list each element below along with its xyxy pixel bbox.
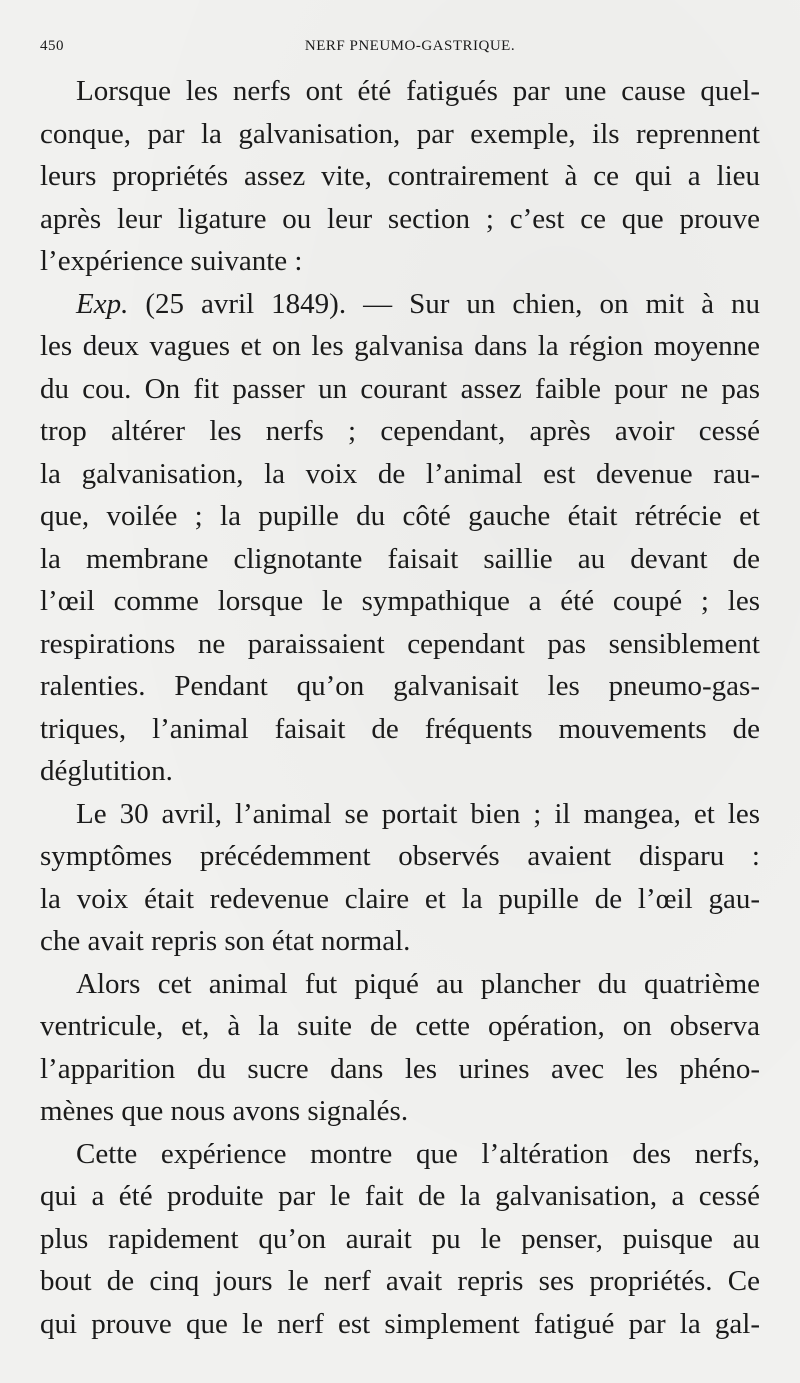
text-line: après leur ligature ou leur section ; c’est ce que prouve [40, 202, 760, 235]
text-line: leurs propriétés assez vite, contrairement à ce qui a lieu [40, 160, 760, 192]
text-line: Alors cet animal fut piqué au plancher du quatrième [76, 967, 760, 1000]
text-line: symptômes précédemment observés avaient disparu : [40, 840, 760, 872]
text-line: l’apparition du sucre dans les urines avec les phéno- [40, 1052, 760, 1085]
text-line: que, voilée ; la pupille du côté gauche était rétrécie et [40, 500, 760, 532]
text-line-rest: (25 avril 1849). — Sur un chien, on mit à nu [145, 287, 761, 320]
text-line: plus rapidement qu’on aurait pu le penser, puisque au [40, 1222, 760, 1255]
text-line: qui a été produite par le fait de la galvanisation, a cessé [40, 1180, 760, 1212]
text-line: triques, l’animal faisait de fréquents mouvements de [40, 712, 760, 745]
text-line: che avait repris son état normal. [40, 925, 411, 957]
experiment-line [40, 283, 760, 326]
text-line: l’expérience suivante : [40, 245, 303, 277]
text-line: trop altérer les nerfs ; cependant, après avoir cessé [40, 415, 760, 447]
text-line: l’œil comme lorsque le sympathique a été coupé ; les [40, 585, 760, 617]
text-line: Lorsque les nerfs ont été fatigués par une cause quel- [76, 75, 760, 107]
experiment-label: Exp. [76, 287, 129, 320]
text-line: les deux vagues et on les galvanisa dans la région moyenne [40, 330, 760, 362]
text-line: la membrane clignotante faisait saillie au devant de [40, 542, 760, 575]
text-line: ralenties. Pendant qu’on galvanisait les pneumo-gas- [40, 670, 760, 702]
text-line: déglutition. [40, 755, 173, 787]
text-line: ventricule, et, à la suite de cette opération, on observa [40, 1010, 760, 1042]
text-line: la voix était redevenue claire et la pupille de l’œil gau- [40, 882, 760, 915]
text-line: bout de cinq jours le nerf avait repris ses propriétés. Ce [40, 1265, 760, 1297]
text-line: qui prouve que le nerf est simplement fatigué par la gal- [40, 1307, 760, 1340]
text-line: Le 30 avril, l’animal se portait bien ; il mangea, et les [76, 797, 760, 830]
running-title: NERF PNEUMO-GASTRIQUE. [304, 38, 516, 54]
text-line: du cou. On fit passer un courant assez faible pour ne pas [40, 372, 760, 405]
page-header [40, 38, 760, 62]
text-line: mènes que nous avons signalés. [40, 1095, 409, 1127]
page-number: 450 [40, 38, 64, 54]
text-line: respirations ne paraissaient cependant pas sensiblement [40, 627, 760, 660]
text-line: conque, par la galvanisation, par exemple, ils reprennent [40, 117, 760, 150]
body-text [40, 70, 760, 1345]
text-line: Cette expérience montre que l’altération des nerfs, [76, 1137, 760, 1170]
text-line: la galvanisation, la voix de l’animal est devenue rau- [40, 457, 760, 490]
